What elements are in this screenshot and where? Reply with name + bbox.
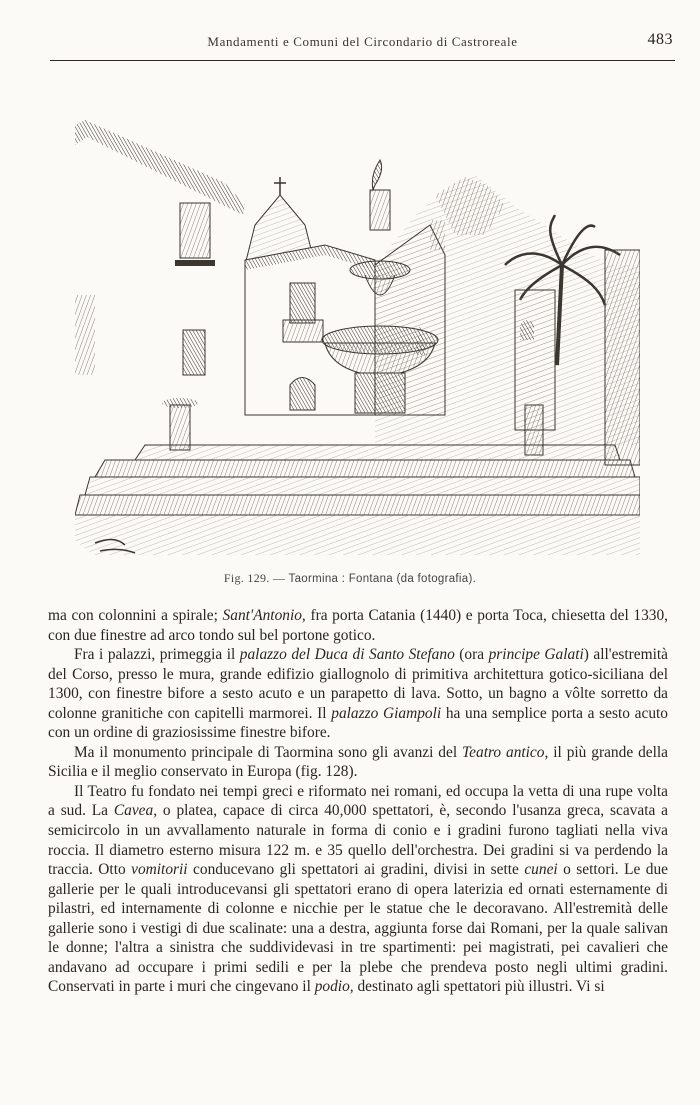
paragraph-4 xyxy=(48,782,668,997)
text-run: ma con colonnini a spirale; xyxy=(48,607,223,624)
text-run: o settori. Le due gallerie per le quali introducevansi gli spettatori erano di opera laterizia ed ornati esternamente di pilastri, ed internamente di colonne e nicchie per le statue che le decoravano. All'estremità delle gallerie sono i vestigi di due scalinate: una a destra, aggiunta forse dai Romani, per la quale salivan le donne; l'altra a sinistra che suddividevasi in tre spartimenti: pei magistrati, pei cavalieri che andavano ad occupare i primi sedili e per la plebe che prendeva posto negli ultimi gradini. Conservati in parte i muri che cingevano il xyxy=(48,861,668,996)
italic-run: principe Galati xyxy=(488,646,584,664)
body-text xyxy=(48,606,668,997)
caption-title: Taormina : Fontana (da fotografia). xyxy=(288,573,477,585)
italic-run: podio, xyxy=(314,978,354,996)
italic-run: palazzo del Duca di Santo Stefano xyxy=(239,646,455,664)
engraving-figure xyxy=(75,115,640,560)
text-run: Fra i palazzi, primeggia il xyxy=(74,646,240,664)
italic-run: Sant'Antonio, xyxy=(222,607,306,624)
text-run: (ora xyxy=(454,646,489,664)
italic-run: Teatro antico, xyxy=(462,743,549,761)
italic-run: cunei xyxy=(524,861,558,879)
text-run: o platea, capace di circa 40,000 spettatori, è, secondo l'usanza greca, scavata a semicircolo in un avvallamento naturale in forma di conio e i gradini furono tagliati nella viva roccia. Il diametro esterno misura 122 m. e 35 quello dell'orchestra. Dei gradini si va perdendo la traccia. Otto xyxy=(48,802,668,879)
text-run: il più grande della Sicilia e il meglio conservato in Europa (fig. 128). xyxy=(48,743,668,781)
paragraph-3 xyxy=(48,743,668,782)
text-run: ha una semplice porta a sesto acuto con un ordine di graziosissime finestre bifore. xyxy=(48,704,668,742)
caption-prefix: Fig. 129. — xyxy=(223,571,286,585)
paragraph-1 xyxy=(48,606,668,645)
page-header xyxy=(50,30,675,61)
fountain-engraving xyxy=(75,115,640,560)
text-run: ) all'estremità del Corso, presso le mura, grande edifizio giallognolo di primitiva architettura gotico-siciliana del 1300, con finestre bifore a sesto acuto e un parapetto di lava. Sotto, un bagno a vôlte sorretto da colonne granitiche con capitelli marmorei. Il xyxy=(48,646,668,722)
italic-run: vomitorii xyxy=(131,861,188,879)
italic-run: palazzo Giampoli xyxy=(331,704,442,722)
text-run: fra porta Catania (1440) e porta Toca, chiesetta del 1330, con due finestre ad arco tondo sul bel portone gotico. xyxy=(48,607,669,644)
italic-run: Cavea, xyxy=(113,802,158,820)
text-run: Ma il monumento principale di Taormina sono gli avanzi del xyxy=(74,743,463,761)
paragraph-2 xyxy=(48,645,668,743)
text-run: destinato agli spettatori più illustri. Vi si xyxy=(353,978,605,996)
figure-caption xyxy=(0,571,700,586)
text-run: Il Teatro fu fondato nei tempi greci e riformato nei romani, ed occupa la vetta di una rupe volta a sud. La xyxy=(48,782,668,820)
running-title: Mandamenti e Comuni del Circondario di Castroreale xyxy=(207,34,518,49)
text-run: conducevano gli spettatori ai gradini, divisi in sette xyxy=(187,861,525,879)
page-number: 483 xyxy=(647,31,673,48)
